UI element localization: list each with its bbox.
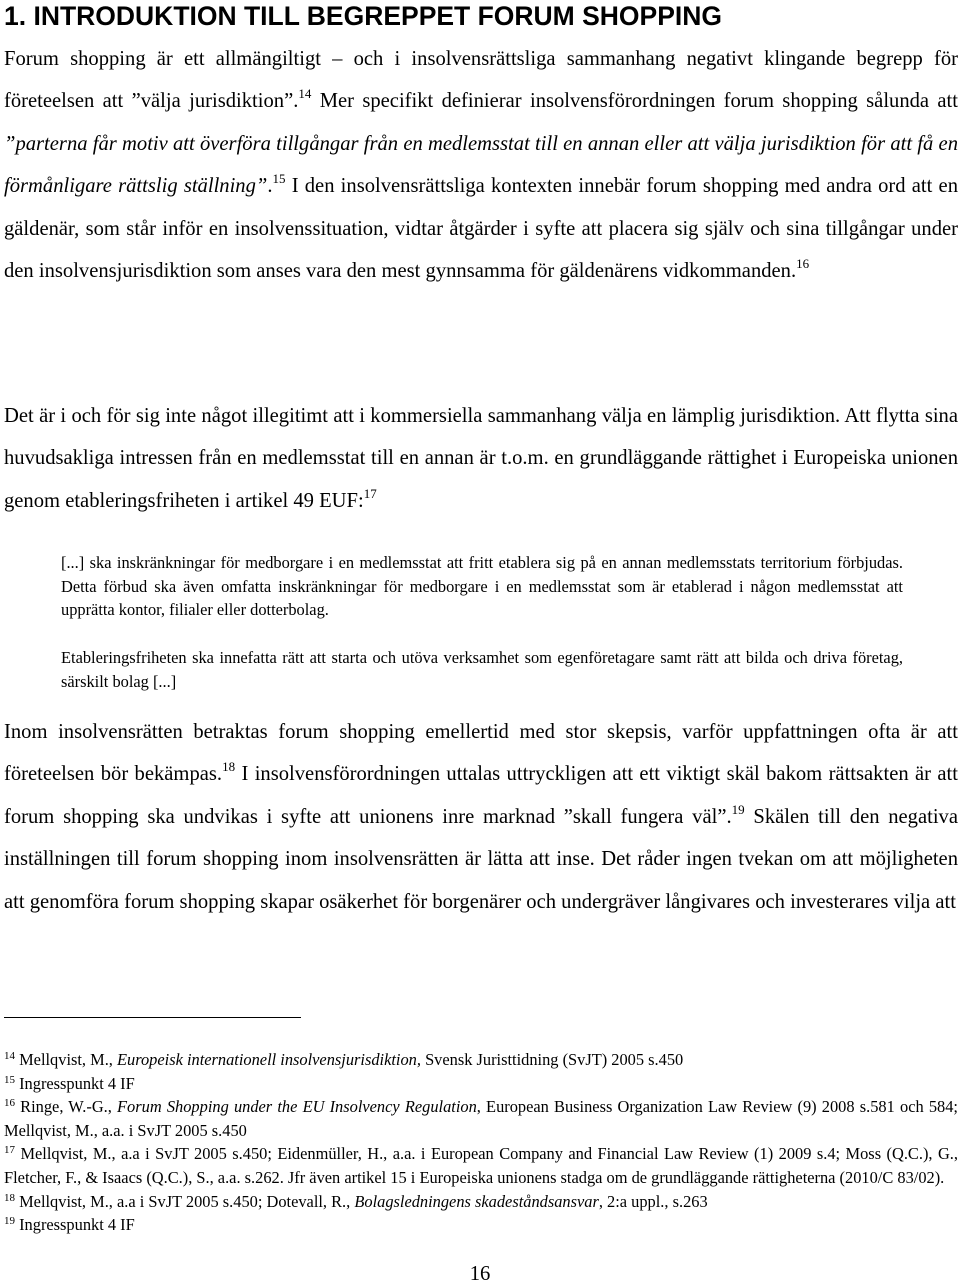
section-heading: 1. INTRODUKTION TILL BEGREPPET FORUM SHOPPING — [4, 1, 722, 31]
quoted-definition: ”parterna får motiv att överföra tillgångar från en medlemsstat till en annan eller att välja jurisdiktion för att få en förmånligare rättslig ställning” — [4, 132, 958, 198]
footnotes — [4, 1048, 958, 1237]
footnote-ref-19[interactable]: 19 — [731, 801, 745, 817]
footnote-ref-17[interactable]: 17 — [363, 485, 377, 501]
footnote-16: $^{16}$ Ringe, W.-G., Forum Shopping under the EU Insolvency Regulation, European Business Organization Law Review (9) 2008 s.581 och 584; Mellqvist, M., a.a. i SvJT 2005 s.450 — [4, 1097, 958, 1140]
paragraph-3: Inom insolvensrätten betraktas forum shopping emellertid med stor skepsis, varför uppfattningen ofta är att företeelsen bör bekämpas.$^{18}$ I insolvensförordningen uttalas uttryckligen att ett viktigt skäl bakom rättsakten är att forum shopping ska undvikas i syfte att unionens inre marknad ”skall fungera väl”.$^{19}$ Skälen till den negativa inställningen till forum shopping inom insolvensrätten är lätta att inse. Det råder ingen tvekan om att möjligheten att genomföra forum shopping skapar osäkerhet för borgenärer och undergräver långivares och investerares vilja att — [4, 721, 958, 913]
paragraph-1: Forum shopping är ett allmängiltigt – och i insolvensrättsliga sammanhang negativt klingande begrepp för företeelsen att ”välja jurisdiktion”.$^{14}$ Mer specifikt definierar insolvensförordningen forum shopping sålunda att ”parterna får motiv att överföra tillgångar från en medlemsstat till en annan eller att välja jurisdiktion för att få en förmånligare rättslig ställning”.$^{15}$ I den insolvensrättsliga kontexten innebär forum shopping med andra ord att en gäldenär, som står inför en insolvenssituation, vidtar åtgärder i syfte att placera sig själv och sina tillgångar under den insolvensjurisdiktion som anses vara den mest gynnsamma för gäldenärens vidkommanden.$^{16}$ — [4, 48, 958, 283]
paragraph-2: Det är i och för sig inte något illegitimt att i kommersiella sammanhang välja en lämplig jurisdiktion. Att flytta sina huvudsakliga intressen från en medlemsstat till en annan är t.o.m. en grundläggande rättighet i Europeiska unionen genom etableringsfriheten i artikel 49 EUF:$^{17}$ — [4, 405, 958, 512]
footnote-ref-16[interactable]: 16 — [796, 256, 810, 272]
block-quote-2: Etableringsfriheten ska innefatta rätt att starta och utöva verksamhet som egenföretagare samt rätt att bilda och driva företag, särskilt bolag [...] — [61, 648, 903, 691]
footnote-17: $^{17}$ Mellqvist, M., a.a i SvJT 2005 s.450; Eidenmüller, H., a.a. i European Company and Financial Law Review (1) 2009 s.4; Moss (Q.C.), G., Fletcher, F., & Isaacs (Q.C.), S., a.a. s.262. Jfr även artikel 15 i Europeiska unionens stadga om de grundläggande rättigheterna (2010/C 83/02). — [4, 1144, 958, 1187]
footnote-ref-14[interactable]: 14 — [298, 86, 312, 102]
footnote-ref-18[interactable]: 18 — [222, 759, 236, 775]
footnote-15: $^{15}$ Ingresspunkt 4 IF — [4, 1073, 135, 1093]
block-quote-1: [...] ska inskränkningar för medborgare i en medlemsstat att fritt etablera sig på en annan medlemsstats territorium förbjudas. Detta förbud ska även omfatta inskränkningar för medborgare i en medlemsstat som är etablerad i någon medlemsstat att upprätta kontor, filialer eller dotterbolag. — [61, 553, 903, 619]
footnote-separator — [4, 1017, 301, 1018]
footnote-14: $^{14}$ Mellqvist, M., Europeisk internationell insolvensjurisdiktion, Svensk Juristtidning (SvJT) 2005 s.450 — [4, 1050, 684, 1069]
footnote-ref-15[interactable]: 15 — [272, 171, 286, 187]
footnote-18: $^{18}$ Mellqvist, M., a.a i SvJT 2005 s.450; Dotevall, R., Bolagsledningens skadeståndsansvar, 2:a uppl., s.263 — [4, 1191, 708, 1211]
page-number: 16 — [469, 1263, 491, 1285]
footnote-19: $^{19}$ Ingresspunkt 4 IF — [4, 1215, 135, 1235]
